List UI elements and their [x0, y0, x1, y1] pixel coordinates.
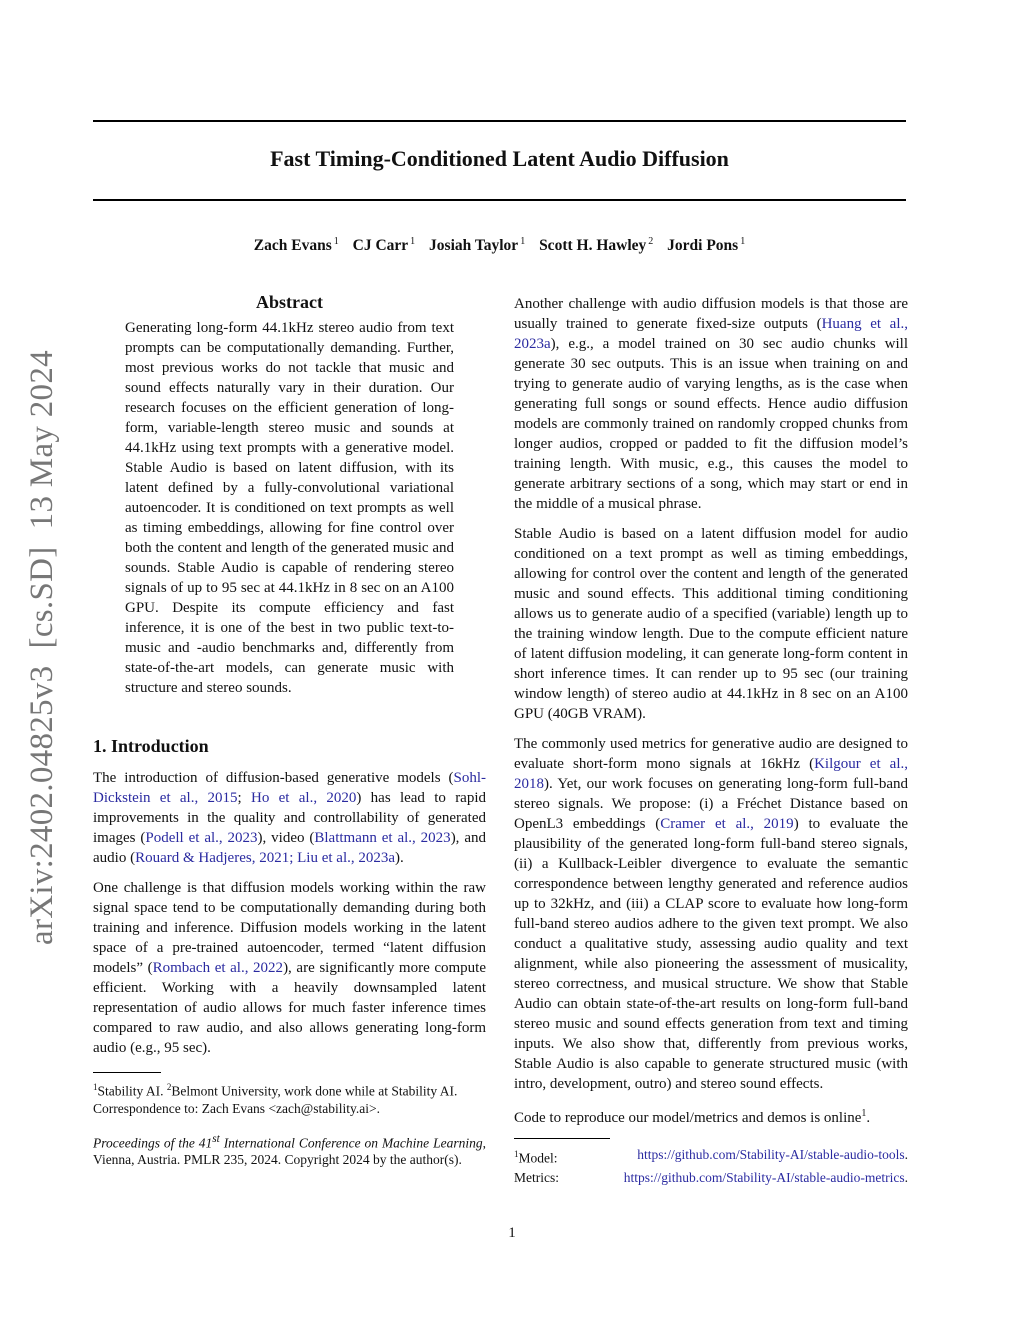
citation-link[interactable]: Cramer et al., 2019 — [660, 816, 794, 832]
code-links-footnote — [514, 1145, 908, 1187]
citation-link[interactable]: Kilgour et al., 2018 — [514, 756, 908, 792]
citation-link[interactable]: Huang et al., 2023a — [514, 316, 908, 352]
top-rule — [93, 120, 906, 122]
author: CJ Carr $^1$ — [352, 236, 416, 254]
intro-paragraph: The introduction of diffusion-based generative models (Sohl-Dickstein et al., 2015; Ho et al., 2020) has lead to rapid improvements in the quality and controllability of generated images (Podell et al., 2023), video (Blattmann et al., 2023), and audio (Rouard & Hadjeres, 2021; Liu et al., 2023a). — [93, 770, 487, 866]
abstract-text: Generating long-form 44.1kHz stereo audio from text prompts can be computationally demanding. Further, most previous works do not tackle that music and sound effects naturally vary in their duration. Our research focuses on the efficient generation of long-form, variable-length stereo music and sounds at 44.1kHz using text prompts with a generative model. Stable Audio is based on latent diffusion, with its latent defined by a fully-convolutional variational autoencoder. It is conditioned on text prompts as well as timing embeddings, allowing for fine control over both the content and length of the generated music and sounds. Stable Audio is capable of rendering stereo signals of up to 95 sec at 44.1kHz in 8 sec on an A100 GPU. Despite its compute efficiency and fast inference, it is one of the best in two public text-to-music and -audio benchmarks and, differently from state-of-the-art models, can generate music with structure and stereo sounds. — [125, 320, 454, 696]
body-paragraph: The commonly used metrics for generative audio are designed to evaluate short-form mono signals at 16kHz (Kilgour et al., 2018). Yet, our work focuses on generating long-form full-band stereo signals. We propose: (i) a Fréchet Distance based on OpenL3 embeddings (Cramer et al., 2019) to evaluate the plausibility of the generated long-form full-band stereo signals, (ii) a Kullback-Leibler divergence to evaluate the semantic correspondence between lengthy generated and reference audios up to 32kHz, and (iii) a CLAP score to evaluate how long-form full-band stereo audios adhere to the given text prompt. We also conduct a qualitative study, assessing audio quality and text alignment, while also pioneering the assessment of musicality, stereo correctness, and musical structure. We show that Stable Audio can obtain state-of-the-art results on long-form full-band stereo music and sound effects generation from text and timing inputs. We also show that, differently from previous works, Stable Audio is also capable to generate structured music (with intro, development, outro) and stereo sound effects. — [514, 736, 908, 1092]
citation-link[interactable]: Ho et al., 2020 — [251, 790, 357, 806]
right-column — [514, 294, 908, 1187]
citation-link[interactable]: Podell et al., 2023 — [145, 830, 258, 846]
proceedings-note: Proceedings of the 41st International Conference on Machine Learning, Vienna, Austria. PMLR 235, 2024. Copyright 2024 by the author(s). — [93, 1132, 486, 1167]
page-number: 1 — [508, 1225, 516, 1241]
abstract-heading: Abstract — [256, 292, 323, 312]
footnote-rule — [514, 1138, 610, 1139]
left-column — [93, 292, 486, 1168]
metrics-link-line: Metrics: https://github.com/Stability-AI/stable-audio-metrics. — [514, 1169, 908, 1185]
body-paragraph: Another challenge with audio diffusion models is that those are usually trained to generate fixed-size outputs (Huang et al., 2023a), e.g., a model trained on 30 sec audio chunks will generate 30 sec outputs. This is an issue when training on and trying to generate audio of varying lengths, as is the case when generating full songs or sound effects. Hence audio diffusion models are commonly trained on randomly cropped chunks from longer audios, cropped or padded to fit the diffusion model’s training length. With music, e.g., this causes the model to generate arbitrary sections of a song, which may start or end in the middle of a musical phrase. — [514, 296, 908, 512]
metrics-repo-link[interactable]: https://github.com/Stability-AI/stable-audio-metrics — [623, 1169, 905, 1185]
model-link-line: $^1$Model: https://github.com/Stability-AI/stable-audio-tools. — [514, 1147, 908, 1166]
intro-paragraph: One challenge is that diffusion models working within the raw signal space tend to be computationally demanding during both training and inference. Diffusion models working in the latent space of a pre-trained autoencoder, termed “latent diffusion models” (Rombach et al., 2022), are significantly more compute efficient. Working with a heavily downsampled latent representation of audio allows for much faster inference times compared to raw audio, and also allows generating long-form audio (e.g., 95 sec). — [93, 880, 487, 1056]
citation-link[interactable]: Blattmann et al., 2023 — [314, 830, 451, 846]
citation-link[interactable]: Rombach et al., 2022 — [152, 960, 284, 976]
section-heading-introduction: 1. Introduction — [93, 736, 209, 756]
citation-link[interactable]: Sohl-Dickstein et al., 2015 — [93, 770, 486, 806]
model-repo-link[interactable]: https://github.com/Stability-AI/stable-audio-tools — [637, 1147, 905, 1162]
citation-link[interactable]: Rouard & Hadjeres, 2021; Liu et al., 2023a — [135, 850, 396, 866]
title-bottom-rule — [93, 199, 906, 201]
footnote-rule — [93, 1072, 161, 1073]
author: Scott H. Hawley $^2$ — [539, 236, 654, 254]
author: Zach Evans $^1$ — [253, 236, 339, 254]
paper-title: Fast Timing-Conditioned Latent Audio Diffusion — [270, 146, 729, 171]
arxiv-stamp: arXiv:2402.04825v3 [cs.SD] 13 May 2024 — [24, 350, 60, 945]
body-paragraph: Code to reproduce our model/metrics and demos is online$^1$. — [514, 1108, 871, 1126]
body-paragraph: Stable Audio is based on a latent diffusion model for audio conditioned on a text prompt as well as timing embeddings, allowing for control over the content and length of the generated music and sound effects. This additional timing conditioning allows us to generate audio of a specified (variable) length up to the training window length. Due to the compute efficient nature of latent diffusion modeling, it can generate long-form content in short inference times. It can render up to 95 sec (our training window length) of stereo audio at 44.1kHz in 8 sec on an A100 GPU (40GB VRAM). — [514, 526, 908, 722]
author: Josiah Taylor $^1$ — [429, 236, 526, 254]
affiliation-footnote: $^1$Stability AI. $^2$Belmont University, work done while at Stability AI. Correspondence to: Zach Evans <zach@stability.ai>. — [93, 1082, 458, 1116]
author-list — [93, 236, 906, 255]
author: Jordi Pons $^1$ — [667, 236, 746, 254]
